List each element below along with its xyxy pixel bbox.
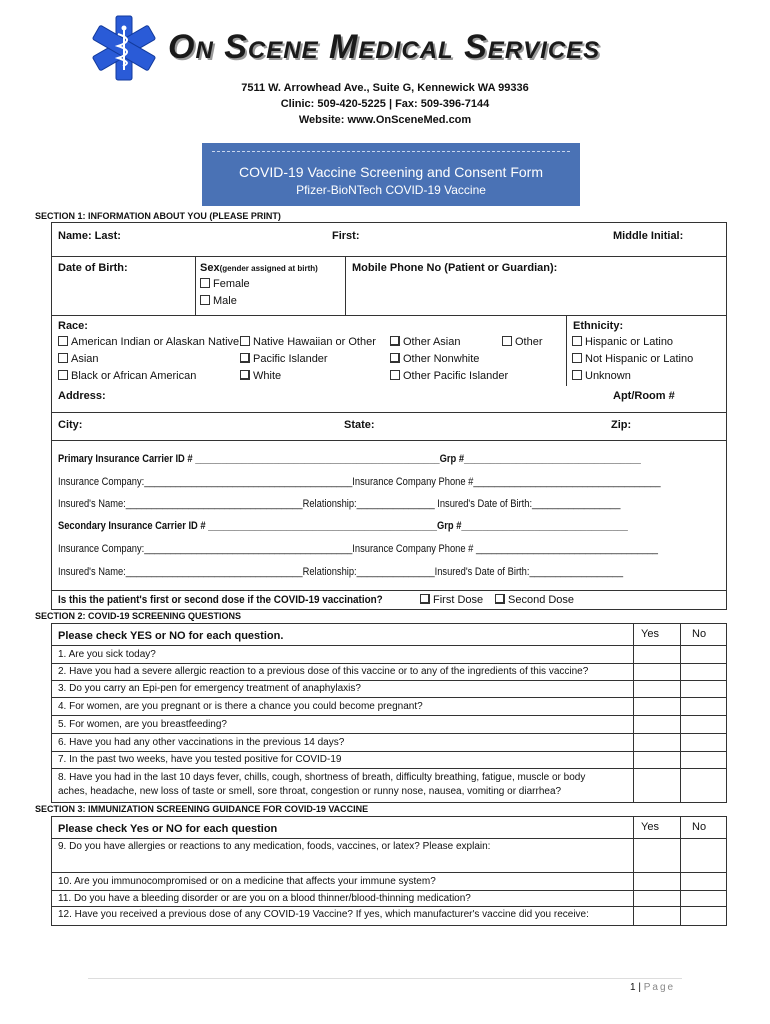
question-5: 5. For women, are you breastfeeding? (58, 719, 227, 730)
mobile-phone-label: Mobile Phone No (Patient or Guardian): (352, 262, 558, 274)
primary-carrier-line[interactable]: Primary Insurance Carrier ID # _______________________________________________Grp #__________________________________ (58, 453, 641, 465)
question-8-line2: aches, headache, new loss of taste or smell, sore throat, congestion or runny nose, nausea, vomiting or diarrhea? (58, 786, 562, 797)
sex-label: Sex(gender assigned at birth) (200, 262, 318, 274)
question-3: 3. Do you carry an Epi-pen for emergency treatment of anaphylaxis? (58, 683, 361, 694)
company-phones: Clinic: 509-420-5225 | Fax: 509-396-7144 (280, 98, 490, 110)
question-8-line1: 8. Have you had in the last 10 days fever, chills, cough, shortness of breath, difficulty breathing, fatigue, muscle or body (58, 772, 586, 783)
zip-label: Zip: (611, 419, 632, 431)
last-name-label: Name: Last: (58, 230, 121, 242)
ethnicity-option[interactable]: Not Hispanic or Latino (572, 353, 693, 365)
checkbox-icon[interactable] (240, 336, 250, 346)
footer-rule (88, 978, 682, 979)
first-name-label: First: (332, 230, 360, 242)
form-title: COVID-19 Vaccine Screening and Consent Form (239, 164, 543, 180)
company-name: On Scene Medical Services (168, 28, 601, 66)
address-label: Address: (58, 390, 106, 402)
checkbox-icon[interactable] (390, 353, 400, 363)
dose-question: Is this the patient's first or second dose if the COVID-19 vaccination? (58, 594, 383, 606)
apt-label: Apt/Room # (613, 390, 675, 402)
race-option[interactable]: Other Nonwhite (390, 353, 479, 365)
secondary-insured-line[interactable]: Insured's Name:__________________________________Relationship:_______________Insured's Date of Birth:__________________ (58, 566, 624, 578)
race-label: Race: (58, 320, 88, 332)
primary-company-line[interactable]: Insurance Company:________________________________________Insurance Company Phone #____________________________________ (58, 476, 661, 488)
race-option[interactable]: Black or African American (58, 370, 196, 382)
city-label: City: (58, 419, 83, 431)
no-header: No (692, 821, 707, 833)
first-dose-option[interactable]: First Dose (420, 594, 483, 606)
company-website: Website: www.OnSceneMed.com (298, 114, 472, 126)
checkbox-icon[interactable] (420, 594, 430, 604)
ethnicity-option[interactable]: Hispanic or Latino (572, 336, 673, 348)
checkbox-icon[interactable] (200, 278, 210, 288)
ethnicity-label: Ethnicity: (573, 320, 624, 332)
section3-heading: SECTION 3: IMMUNIZATION SCREENING GUIDANCE FOR COVID-19 VACCINE (35, 804, 369, 814)
race-option[interactable]: Asian (58, 353, 99, 365)
checkbox-icon[interactable] (58, 336, 68, 346)
question-2: 2. Have you had a severe allergic reaction to a previous dose of this vaccine or to any of the ingredients of this vaccine? (58, 666, 589, 677)
primary-insured-line[interactable]: Insured's Name:__________________________________Relationship:_______________ Insured's Date of Birth:_________________ (58, 498, 621, 510)
yes-header: Yes (641, 821, 659, 833)
yes-header: Yes (641, 628, 659, 640)
checkbox-icon[interactable] (572, 370, 582, 380)
sex-female-option[interactable]: Female (200, 278, 250, 290)
secondary-carrier-line[interactable]: Secondary Insurance Carrier ID # ____________________________________________Grp #________________________________ (58, 520, 628, 532)
checkbox-icon[interactable] (572, 336, 582, 346)
section2-instruction: Please check YES or NO for each question. (58, 630, 284, 642)
checkbox-icon[interactable] (58, 370, 68, 380)
dob-label: Date of Birth: (58, 262, 128, 274)
question-10: 10. Are you immunocompromised or on a medicine that affects your immune system? (58, 876, 436, 887)
question-4: 4. For women, are you pregnant or is there a chance you could become pregnant? (58, 701, 423, 712)
checkbox-icon[interactable] (240, 370, 250, 380)
race-option[interactable]: Other Asian (390, 336, 460, 348)
question-6: 6. Have you had any other vaccinations in the previous 14 days? (58, 737, 345, 748)
checkbox-icon[interactable] (502, 336, 512, 346)
question-9: 9. Do you have allergies or reactions to any medication, foods, vaccines, or latex? Please explain: (58, 841, 491, 852)
ethnicity-option[interactable]: Unknown (572, 370, 631, 382)
race-option-other[interactable]: Other (502, 336, 543, 348)
section3-instruction: Please check Yes or NO for each question (58, 823, 278, 835)
question-7: 7. In the past two weeks, have you tested positive for COVID-19 (58, 754, 342, 765)
sex-male-option[interactable]: Male (200, 295, 237, 307)
star-of-life-logo (90, 14, 158, 82)
secondary-company-line[interactable]: Insurance Company:________________________________________Insurance Company Phone # ___________________________________ (58, 543, 658, 555)
race-option[interactable]: White (240, 370, 281, 382)
form-subtitle: Pfizer-BioNTech COVID-19 Vaccine (296, 183, 486, 197)
question-1: 1. Are you sick today? (58, 649, 156, 660)
state-label: State: (344, 419, 375, 431)
race-option[interactable]: American Indian or Alaskan Native (58, 336, 239, 348)
section1-heading: SECTION 1: INFORMATION ABOUT YOU (PLEASE PRINT) (35, 211, 281, 221)
company-address: 7511 W. Arrowhead Ave., Suite G, Kennewick WA 99336 (241, 82, 529, 94)
form-title-banner (202, 143, 580, 206)
checkbox-icon[interactable] (58, 353, 68, 363)
page-number: 1 | Page (630, 982, 676, 993)
race-option[interactable]: Other Pacific Islander (390, 370, 508, 382)
middle-initial-label: Middle Initial: (613, 230, 684, 242)
checkbox-icon[interactable] (572, 353, 582, 363)
question-11: 11. Do you have a bleeding disorder or are you on a blood thinner/blood-thinning medication? (58, 893, 471, 904)
checkbox-icon[interactable] (390, 370, 400, 380)
race-option[interactable]: Pacific Islander (240, 353, 328, 365)
question-12: 12. Have you received a previous dose of any COVID-19 Vaccine? If yes, which manufacturer's vaccine did you receive: (58, 909, 589, 920)
checkbox-icon[interactable] (390, 336, 400, 346)
section2-heading: SECTION 2: COVID-19 SCREENING QUESTIONS (35, 611, 242, 621)
checkbox-icon[interactable] (495, 594, 505, 604)
second-dose-option[interactable]: Second Dose (495, 594, 574, 606)
checkbox-icon[interactable] (240, 353, 250, 363)
checkbox-icon[interactable] (200, 295, 210, 305)
no-header: No (692, 628, 707, 640)
race-option[interactable]: Native Hawaiian or Other (240, 336, 376, 348)
